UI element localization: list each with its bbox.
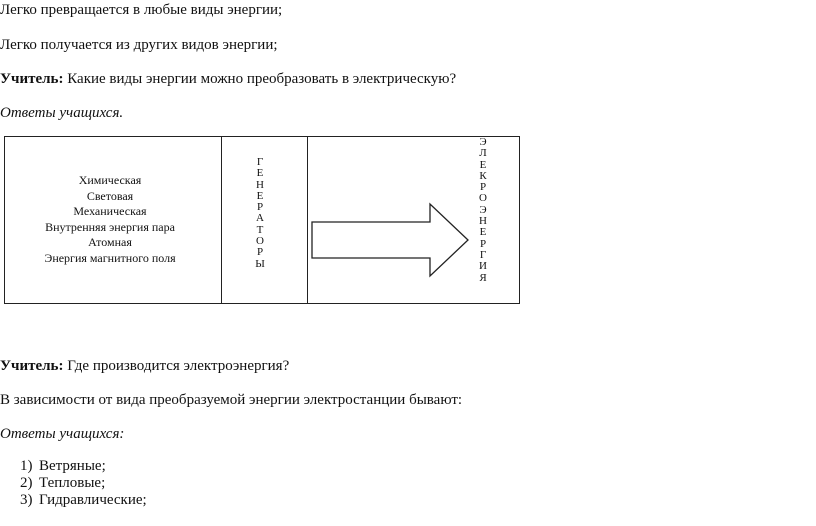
energy-types-cell [5,137,222,303]
list-number: 1) [20,458,33,474]
teacher-question-1 [0,70,456,88]
right-arrow-icon [310,202,472,278]
paragraph-line-2: Легко получается из других видов энергии; [0,37,278,53]
list-item [20,475,147,492]
letter: Е [479,158,487,171]
list-item [20,458,147,475]
letter: К [479,169,487,182]
energy-type-item: Внутренняя энергия пара [45,219,175,234]
letter: А [256,212,264,225]
station-types-list [20,458,147,509]
list-item-label: Тепловые; [39,475,106,491]
list-item [20,492,147,509]
question-text: Какие виды энергии можно преобразовать в электрическую? [63,71,457,87]
list-number: 2) [20,475,33,491]
letter: Ы [255,257,265,270]
letter: Е [256,167,264,180]
energy-type-item: Механическая [73,204,147,218]
paragraph-line-3: В зависимости от вида преобразуемой энергии электростанции бывают: [0,392,463,408]
energy-type-item: Энергия магнитного поля [44,250,176,265]
letter: Р [479,237,487,250]
energy-type-item: Атомная [88,235,132,249]
letter: О [256,235,264,248]
letter: Т [256,223,264,236]
letter: Е [479,226,487,239]
letter: Г [256,156,264,168]
letter: Р [479,181,487,194]
letter: И [479,260,487,273]
teacher-label: Учитель: [0,71,64,87]
paragraph-line-1: Легко превращается в любые виды энергии; [0,2,283,18]
letter: Н [256,178,264,191]
letter: Г [479,248,487,261]
energy-types-list [5,173,215,266]
letter: Е [256,189,264,202]
letter: Л [479,147,487,160]
letter: Н [479,215,487,228]
generators-vertical-label [253,157,267,270]
list-number: 3) [20,492,33,508]
letter: О [479,192,487,205]
teacher-label: Учитель: [0,358,64,374]
letter: Э [479,203,487,216]
letter: Р [256,201,264,214]
letter: Я [479,271,487,284]
letter: Э [479,136,487,148]
student-answers-label-1: Ответы учащихся. [0,105,124,121]
question-text: Где производится электроэнергия? [63,358,290,374]
energy-type-item: Световая [86,188,134,203]
energy-type-item: Химическая [78,173,142,187]
letter: Р [256,246,264,259]
student-answers-label-2: Ответы учащихся: [0,426,125,442]
electroenergy-vertical-label [476,137,490,284]
list-item-label: Ветряные; [39,458,106,474]
teacher-question-2 [0,357,289,375]
list-item-label: Гидравлические; [39,492,147,508]
